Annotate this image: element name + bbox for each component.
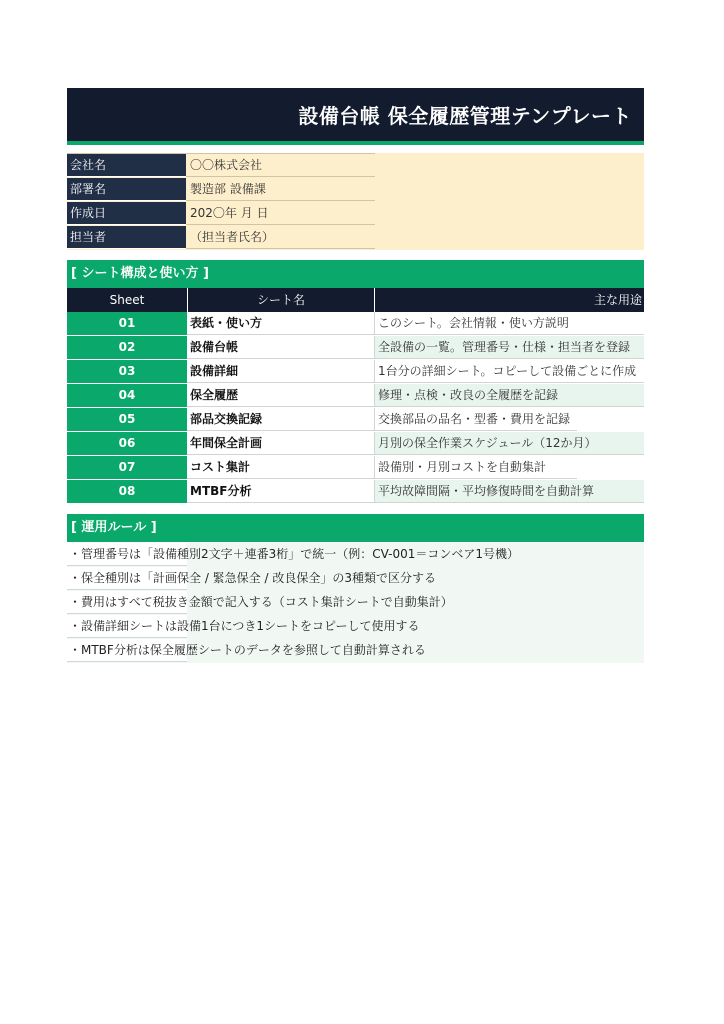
info-value-department[interactable]: 製造部 設備課: [186, 178, 375, 201]
info-value-person[interactable]: （担当者氏名）: [186, 226, 375, 249]
info-row-created-date: [67, 202, 375, 226]
table-row: [67, 360, 644, 384]
sheet-number: 07: [67, 456, 187, 480]
rule-text: ・管理番号は「設備種別2文字＋連番3桁」で統一（例：CV-001＝コンベア1号機）: [69, 547, 520, 561]
table-row: [67, 432, 644, 456]
sheets-table-header: [67, 288, 644, 312]
column-header-use: 主な用途: [593, 293, 642, 307]
table-row: [67, 336, 644, 360]
table-row: [67, 456, 644, 480]
title-accent-line: [67, 141, 644, 145]
sheet-use: 1台分の詳細シート。コピーして設備ごとに作成: [375, 360, 644, 383]
sheet-name: 表紙・使い方: [187, 312, 375, 335]
sheet-number: 04: [67, 384, 187, 408]
sheet-number: 01: [67, 312, 187, 336]
rule-item: [67, 567, 644, 590]
sheet-use: 全設備の一覧。管理番号・仕様・担当者を登録: [375, 336, 644, 359]
rule-text: ・設備詳細シートは設備1台につき1シートをコピーして使用する: [69, 619, 420, 633]
info-value-company[interactable]: 〇〇株式会社: [186, 154, 375, 177]
info-row-department: [67, 178, 375, 202]
info-label: 担当者: [67, 226, 186, 249]
rule-text: ・費用はすべて税抜き金額で記入する（コスト集計シートで自動集計）: [69, 595, 453, 609]
info-label: 会社名: [67, 154, 186, 177]
info-label: 作成日: [67, 202, 186, 225]
rule-item: [67, 639, 644, 662]
sheet-use: 月別の保全作業スケジュール（12か月）: [375, 432, 644, 455]
sheet-use: 修理・点検・改良の全履歴を記録: [375, 384, 644, 407]
sheet-number: 03: [67, 360, 187, 384]
rule-text: ・MTBF分析は保全履歴シートのデータを参照して自動計算される: [69, 643, 426, 657]
rule-text: ・保全種別は「計画保全 / 緊急保全 / 改良保全」の3種類で区分する: [69, 571, 436, 585]
sheet-name: コスト集計: [187, 456, 375, 479]
sheet-name: 部品交換記録: [187, 408, 375, 431]
table-row: [67, 312, 644, 336]
rule-item: [67, 615, 644, 638]
column-header-sheet: Sheet: [109, 293, 145, 307]
sheet-number: 05: [67, 408, 187, 432]
sheet-use: このシート。会社情報・使い方説明: [375, 312, 644, 335]
sheet-number: 02: [67, 336, 187, 360]
rule-item: [67, 591, 644, 614]
info-value-created-date[interactable]: 202〇年 月 日: [186, 202, 375, 225]
sheet-use: 設備別・月別コストを自動集計: [375, 456, 577, 479]
table-row: [67, 480, 644, 504]
company-info-block: [67, 153, 644, 250]
page-title: 設備台帳 保全履歴管理テンプレート: [298, 104, 632, 128]
section-header-sheets: [ シート構成と使い方 ]: [67, 260, 644, 288]
sheet-number: 08: [67, 480, 187, 504]
table-row: [67, 408, 644, 432]
info-row-person: [67, 226, 375, 250]
info-row-company: [67, 154, 375, 178]
sheet-name: 設備台帳: [187, 336, 375, 359]
sheet-name: 設備詳細: [187, 360, 375, 383]
sheet-number: 06: [67, 432, 187, 456]
sheet-name: MTBF分析: [187, 480, 375, 503]
table-row: [67, 384, 644, 408]
rules-block: [67, 543, 644, 663]
info-label: 部署名: [67, 178, 186, 201]
column-header-sheet-name: シート名: [187, 288, 375, 312]
rule-item: [67, 543, 644, 566]
sheet-use: 交換部品の品名・型番・費用を記録: [375, 408, 577, 431]
section-header-rules: [ 運用ルール ]: [67, 514, 644, 542]
sheet-name: 保全履歴: [187, 384, 375, 407]
sheet-name: 年間保全計画: [187, 432, 375, 455]
title-bar: [67, 88, 644, 141]
sheet-use: 平均故障間隔・平均修復時間を自動計算: [375, 480, 644, 503]
